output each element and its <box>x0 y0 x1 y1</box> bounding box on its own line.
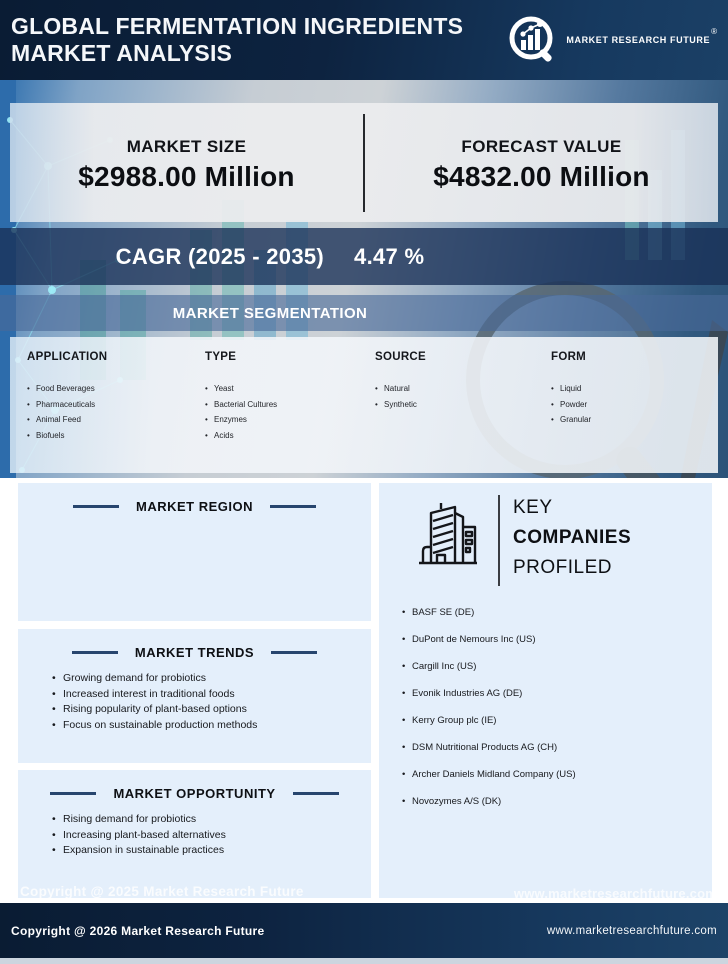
header <box>0 0 728 80</box>
market-size-value: $2988.00 Million <box>78 160 295 192</box>
segment-header: APPLICATION <box>27 351 108 363</box>
company-item: • Archer Daniels Midland Company (US) <box>402 769 712 796</box>
watermark-copyright: Copyright @ 2025 Market Research Future <box>20 884 304 899</box>
market-region-heading <box>18 483 371 514</box>
market-region-title: MARKET REGION <box>136 499 253 514</box>
footer-bottom-strip <box>0 958 728 964</box>
opportunity-item: • Expansion in sustainable practices <box>52 843 371 859</box>
brand-name: MARKET RESEARCH FUTURE <box>566 35 711 45</box>
segment-list <box>375 381 551 412</box>
key-companies-title-line3: PROFILED <box>513 557 613 578</box>
market-opportunity-box <box>18 770 371 898</box>
segment-header: TYPE <box>205 351 237 363</box>
cagr-band <box>0 228 728 285</box>
segment-list <box>27 381 205 443</box>
market-size-block <box>10 133 363 193</box>
market-trends-heading <box>18 629 371 660</box>
content-section <box>0 478 728 903</box>
cagr-label: CAGR (2025 - 2035) <box>115 243 325 269</box>
segment-item: • Granular <box>551 412 701 428</box>
segment-item: • Food Beverages <box>27 381 205 397</box>
key-companies-box <box>379 483 712 898</box>
market-trends-title: MARKET TRENDS <box>134 645 255 660</box>
segment-item: • Acids <box>205 428 375 444</box>
magnifier-chart-logo-icon <box>507 14 559 66</box>
heading-rule-left <box>73 505 119 508</box>
forecast-value-label: FORECAST VALUE <box>461 136 622 156</box>
segment-header: SOURCE <box>375 351 427 363</box>
heading-rule-left <box>50 792 96 795</box>
footer-copyright: Copyright @ 2026 Market Research Future <box>11 923 265 938</box>
segment-column-application <box>27 351 205 473</box>
company-item: • Kerry Group plc (IE) <box>402 715 712 742</box>
trend-item: • Increased interest in traditional foods <box>52 687 371 703</box>
forecast-value-value: $4832.00 Million <box>433 160 650 192</box>
heading-rule-right <box>271 651 317 654</box>
trend-item: • Rising popularity of plant-based options <box>52 702 371 718</box>
key-companies-title <box>513 493 631 583</box>
segment-item: • Biofuels <box>27 428 205 444</box>
stats-band <box>10 103 718 222</box>
company-item: • BASF SE (DE) <box>402 607 712 634</box>
buildings-icon <box>417 499 479 578</box>
cagr-text <box>0 244 540 270</box>
page-title-line2: MARKET ANALYSIS <box>11 40 233 66</box>
segmentation-title: MARKET SEGMENTATION <box>172 304 368 322</box>
footer <box>0 903 728 958</box>
segment-item: • Bacterial Cultures <box>205 397 375 413</box>
heading-rule-left <box>72 651 118 654</box>
segment-item: • Enzymes <box>205 412 375 428</box>
segment-column-type <box>205 351 375 473</box>
opportunity-item: • Increasing plant-based alternatives <box>52 828 371 844</box>
segment-header: FORM <box>551 351 587 363</box>
company-item: • Cargill Inc (US) <box>402 661 712 688</box>
market-opportunity-list <box>18 812 371 859</box>
segment-item: • Powder <box>551 397 701 413</box>
key-companies-title-line1: KEY <box>513 497 553 518</box>
market-region-box <box>18 483 371 621</box>
forecast-value-block <box>365 133 718 193</box>
opportunity-item: • Rising demand for probiotics <box>52 812 371 828</box>
segment-column-form <box>551 351 701 473</box>
brand-logo <box>507 14 716 66</box>
cagr-value: 4.47 % <box>354 243 425 269</box>
segment-item: • Yeast <box>205 381 375 397</box>
trend-item: • Growing demand for probiotics <box>52 671 371 687</box>
company-item: • Novozymes A/S (DK) <box>402 796 712 823</box>
page-title-line1: GLOBAL FERMENTATION INGREDIENTS <box>11 13 464 39</box>
segmentation-box <box>10 337 718 473</box>
market-opportunity-title: MARKET OPPORTUNITY <box>113 786 276 801</box>
company-item: • DSM Nutritional Products AG (CH) <box>402 742 712 769</box>
segment-list <box>551 381 701 428</box>
key-companies-header <box>379 483 712 595</box>
segmentation-title-band <box>0 295 728 331</box>
company-item: • Evonik Industries AG (DE) <box>402 688 712 715</box>
watermark-website-link[interactable]: www.marketresearchfuture.com <box>513 886 717 901</box>
hero-section <box>0 80 728 478</box>
company-item: • DuPont de Nemours Inc (US) <box>402 634 712 661</box>
market-trends-list <box>18 671 371 733</box>
heading-rule-right <box>293 792 339 795</box>
segment-item: • Pharmaceuticals <box>27 397 205 413</box>
segment-item: • Animal Feed <box>27 412 205 428</box>
segment-list <box>205 381 375 443</box>
segment-column-source <box>375 351 551 473</box>
heading-rule-right <box>270 505 316 508</box>
segment-item: • Liquid <box>551 381 701 397</box>
market-trends-box <box>18 629 371 763</box>
key-companies-list <box>379 607 712 823</box>
segment-item: • Natural <box>375 381 551 397</box>
segment-item: • Synthetic <box>375 397 551 413</box>
registered-mark: ® <box>711 26 717 36</box>
market-size-label: MARKET SIZE <box>126 136 247 156</box>
key-companies-title-line2: COMPANIES <box>513 527 632 548</box>
trend-item: • Focus on sustainable production methods <box>52 718 371 734</box>
vertical-divider <box>498 495 500 586</box>
market-opportunity-heading <box>18 770 371 801</box>
page-title <box>11 13 463 67</box>
footer-website-link[interactable]: www.marketresearchfuture.com <box>546 924 717 937</box>
